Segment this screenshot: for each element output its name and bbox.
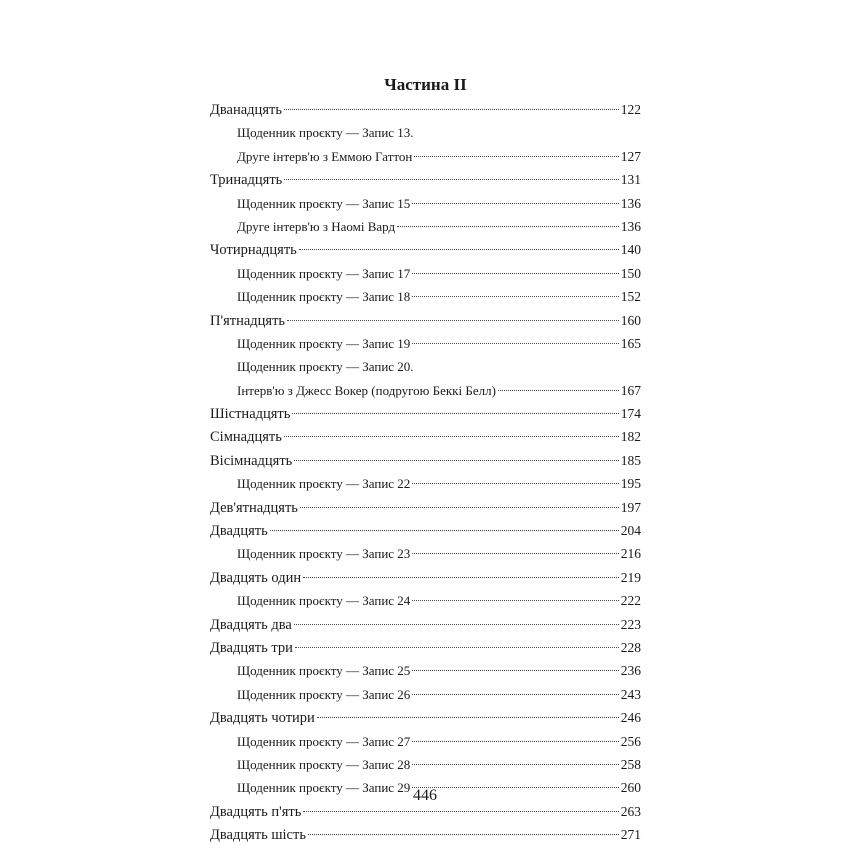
- toc-chapter-entry: [210, 238, 641, 261]
- toc-entry-title: Вісімнадцять: [210, 452, 293, 469]
- toc-entry-page: 228: [620, 639, 641, 655]
- toc-entry-title: Щоденник проєкту — Запис 25: [237, 663, 411, 679]
- toc-entry-title: Дев'ятнадцять: [210, 499, 298, 516]
- toc-entry-page: 263: [620, 803, 641, 819]
- dot-leader: [414, 156, 618, 157]
- toc-entry-title: Щоденник проєкту — Запис 26: [237, 686, 411, 702]
- toc-sub-entry: [210, 379, 641, 402]
- toc-entry-page: 167: [620, 382, 641, 398]
- toc-entry-page: 216: [620, 546, 641, 562]
- toc-sub-entry: [210, 683, 641, 706]
- dot-leader: [498, 390, 619, 391]
- dot-leader: [397, 226, 619, 227]
- toc-entry-page: 258: [620, 756, 641, 772]
- toc-sub-entry: [210, 472, 641, 495]
- toc-chapter-entry: [210, 402, 641, 425]
- dot-leader: [294, 624, 619, 625]
- dot-leader: [287, 320, 619, 321]
- dot-leader: [412, 764, 618, 765]
- dot-leader: [308, 834, 619, 835]
- toc-chapter-entry: [210, 519, 641, 542]
- toc-sub-entry: [210, 589, 641, 612]
- toc-sub-entry: [210, 262, 641, 285]
- toc-entry-page: 246: [620, 710, 641, 726]
- dot-leader: [412, 694, 618, 695]
- toc-sub-entry: [210, 332, 641, 355]
- toc-entry-page: 160: [620, 312, 641, 328]
- toc-entry-title: Щоденник проєкту — Запис 27: [237, 733, 411, 749]
- toc-entry-page: 236: [620, 663, 641, 679]
- toc-entry-page: 271: [620, 827, 641, 843]
- dot-leader: [295, 647, 619, 648]
- toc-entry-title: Чотирнадцять: [210, 242, 297, 259]
- toc-chapter-entry: [210, 425, 641, 448]
- toc-entry-title: Щоденник проєкту — Запис 17: [237, 265, 411, 281]
- toc-sub-entry: [210, 753, 641, 776]
- part-title: Частина II: [384, 75, 467, 94]
- toc-entry-title: П'ятнадцять: [210, 312, 286, 329]
- toc-chapter-entry: [210, 496, 641, 519]
- dot-leader: [303, 811, 618, 812]
- dot-leader: [412, 670, 618, 671]
- toc-entry-title: Дванадцять: [210, 102, 282, 118]
- toc-chapter-entry: [210, 706, 641, 729]
- toc-entry-page: 219: [620, 569, 641, 585]
- toc-entry-page: 223: [620, 616, 641, 632]
- toc-entry-title: Щоденник проєкту — Запис 23: [237, 546, 411, 562]
- toc-sub-entry: [210, 145, 641, 168]
- toc-entry-title: Двадцять один: [210, 569, 302, 586]
- toc-entry-page: 204: [620, 523, 641, 539]
- dot-leader: [412, 273, 618, 274]
- toc-sub-entry: [210, 542, 641, 565]
- toc-sub-entry: [210, 215, 641, 238]
- toc-entry-page: 136: [620, 218, 641, 234]
- toc-chapter-entry: [210, 168, 641, 191]
- toc-entry-title: Щоденник проєкту — Запис 18: [237, 289, 411, 305]
- dot-leader: [412, 553, 618, 554]
- toc-entry-title: Двадцять три: [210, 639, 293, 656]
- toc-entry-title: Щоденник проєкту — Запис 28: [237, 756, 411, 772]
- toc-chapter-entry: [210, 823, 641, 846]
- toc-entry-title: Щоденник проєкту — Запис 20.: [237, 359, 414, 375]
- toc-entry-title: Щоденник проєкту — Запис 24: [237, 593, 411, 609]
- dot-leader: [412, 343, 618, 344]
- dot-leader: [294, 460, 618, 461]
- toc-sub-entry: [210, 659, 641, 682]
- toc-entry-page: 174: [620, 406, 641, 422]
- toc-entry-title: Щоденник проєкту — Запис 29: [237, 780, 411, 796]
- toc-chapter-entry: [210, 613, 641, 636]
- toc-chapter-entry: [210, 98, 641, 121]
- toc-entry-title: Тринадцять: [210, 172, 283, 189]
- toc-entry-title: Двадцять два: [210, 616, 292, 633]
- dot-leader: [412, 741, 618, 742]
- dot-leader: [270, 530, 619, 531]
- toc-sub-entry: [210, 285, 641, 308]
- toc-chapter-entry: [210, 566, 641, 589]
- toc-entry-page: 243: [620, 686, 641, 702]
- toc-entry-title: Щоденник проєкту — Запис 13.: [237, 125, 414, 141]
- toc-entry-page: 165: [620, 335, 641, 351]
- toc-sub-entry: [210, 730, 641, 753]
- dot-leader: [284, 109, 619, 110]
- toc-entry-page: 122: [620, 102, 641, 117]
- toc-entry-page: 197: [620, 499, 641, 515]
- toc-entry-title: Двадцять чотири: [210, 710, 315, 727]
- toc-list: [210, 98, 641, 847]
- dot-leader: [303, 577, 619, 578]
- toc-entry-title: Друге інтерв'ю з Еммою Гаттон: [237, 148, 413, 164]
- dot-leader: [412, 600, 618, 601]
- toc-entry-page: 152: [620, 289, 641, 305]
- dot-leader: [412, 296, 618, 297]
- dot-leader: [317, 717, 619, 718]
- toc-entry-page: 222: [620, 593, 641, 609]
- dot-leader: [300, 507, 619, 508]
- dot-leader: [292, 413, 618, 414]
- table-of-contents-page: [210, 72, 641, 847]
- toc-entry-page: 140: [620, 242, 641, 258]
- dot-leader: [299, 249, 619, 250]
- toc-entry-title: Двадцять п'ять: [210, 803, 302, 820]
- toc-entry-page: 182: [620, 429, 641, 445]
- toc-entry-title: Інтерв'ю з Джесс Вокер (подругою Беккі Белл): [237, 382, 496, 398]
- toc-entry-title: Двадцять шість: [210, 827, 306, 844]
- toc-entry-title: Щоденник проєкту — Запис 15: [237, 195, 411, 211]
- dot-leader: [412, 203, 618, 204]
- toc-chapter-entry: [210, 309, 641, 332]
- toc-entry-page: 185: [620, 452, 641, 468]
- toc-entry-title: Шістнадцять: [210, 406, 291, 423]
- toc-sub-entry: [210, 192, 641, 215]
- toc-chapter-entry: [210, 449, 641, 472]
- toc-entry-title: Друге інтерв'ю з Наомі Вард: [237, 218, 396, 234]
- page-number: 446: [413, 787, 437, 804]
- toc-entry-page: 260: [620, 780, 641, 796]
- toc-sub-entry: [210, 355, 641, 378]
- toc-entry-title: Двадцять: [210, 523, 268, 540]
- toc-entry-title: Щоденник проєкту — Запис 22: [237, 476, 411, 492]
- toc-entry-page: 127: [620, 148, 641, 164]
- toc-chapter-entry: [210, 636, 641, 659]
- dot-leader: [284, 436, 619, 437]
- toc-entry-page: 131: [620, 172, 641, 188]
- toc-entry-page: 136: [620, 195, 641, 211]
- dot-leader: [284, 179, 618, 180]
- toc-entry-title: Сімнадцять: [210, 429, 282, 446]
- toc-entry-title: Щоденник проєкту — Запис 19: [237, 335, 411, 351]
- dot-leader: [412, 483, 618, 484]
- toc-entry-page: 195: [620, 476, 641, 492]
- toc-sub-entry: [210, 121, 641, 144]
- toc-entry-page: 150: [620, 265, 641, 281]
- toc-entry-page: 256: [620, 733, 641, 749]
